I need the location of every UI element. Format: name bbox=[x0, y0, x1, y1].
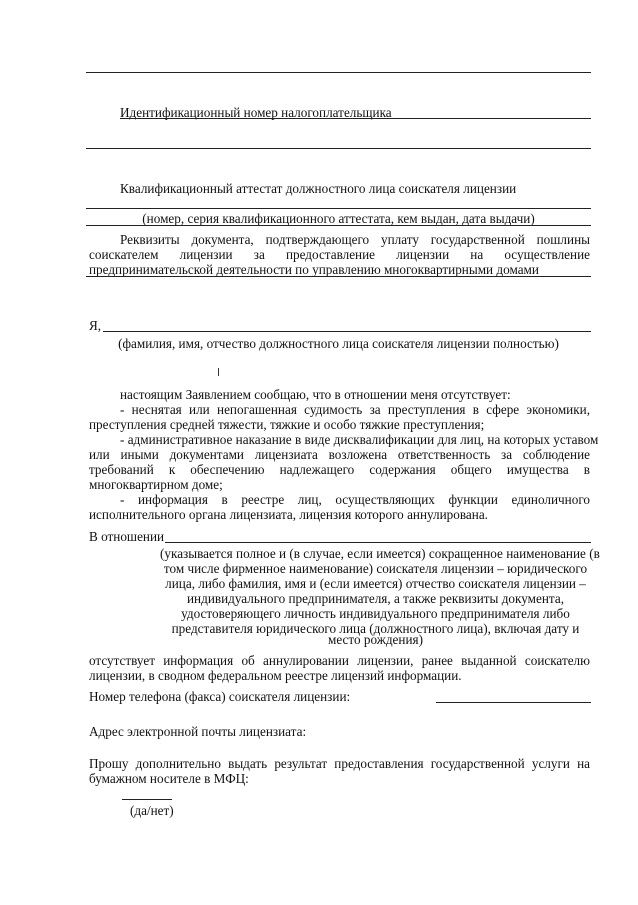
attestat-label: Квалификационный аттестат должностного лица соискателя лицензии bbox=[120, 181, 517, 196]
request-hint: (да/нет) bbox=[130, 803, 174, 818]
payment-line-2: соискателем лицензии за предоставление лицензии на осуществление bbox=[89, 247, 590, 262]
relation-hint-6: представителя юридического лица (должностного лица), включая дату и bbox=[171, 621, 580, 636]
payment-line-1: Реквизиты документа, подтверждающего уплату государственной пошлины bbox=[120, 232, 590, 247]
declaration-intro: настоящим Заявлением сообщаю, что в отношении меня отсутствует: bbox=[120, 387, 511, 402]
phone-label: Номер телефона (факса) соискателя лицензии: bbox=[89, 689, 351, 704]
attestat-field-line[interactable] bbox=[86, 208, 591, 209]
request-line-2: бумажном носителе в МФЦ: bbox=[89, 771, 249, 786]
bullet-2-line-1: - административное наказание в виде дисквалификации для лиц, на которых уставом bbox=[120, 432, 599, 447]
phone-field-line[interactable] bbox=[436, 702, 591, 703]
payment-line-3: предпринимательской деятельности по управлению многоквартирными домами bbox=[89, 262, 539, 277]
bullet-3-line-2: исполнительного органа лицензиата, лицензия которого аннулирована. bbox=[89, 507, 488, 522]
bullet-2-line-2: или иными документами лицензиата возложена ответственность за соблюдение bbox=[89, 447, 590, 462]
bullet-2-line-3: требований к обеспечению надлежащего содержания общего имущества в bbox=[89, 462, 590, 477]
relation-hint-3: лица, либо фамилия, имя и (если имеется) отчество соискателя лицензии – bbox=[165, 576, 586, 591]
email-label: Адрес электронной почты лицензиата: bbox=[89, 724, 307, 739]
inn-label: Идентификационный номер налогоплательщика bbox=[120, 105, 392, 120]
request-line-1: Прошу дополнительно выдать результат предоставления государственной услуги на bbox=[89, 756, 590, 771]
relation-hint-7: место рождения) bbox=[328, 632, 423, 647]
relation-hint-5: удостоверяющего личность индивидуального предпринимателя либо bbox=[181, 606, 570, 621]
relation-absent-line-1: отсутствует информация об аннулировании лицензии, ранее выданной соискателю bbox=[89, 653, 590, 668]
bullet-2-line-4: многоквартирном доме; bbox=[89, 477, 223, 492]
relation-field-line[interactable] bbox=[165, 542, 591, 543]
attestat-hint-underline bbox=[86, 225, 591, 226]
top-rule bbox=[86, 72, 591, 73]
relation-hint-1: (указывается полное и (в случае, если имеется) сокращенное наименование (в bbox=[160, 546, 600, 561]
person-field-line[interactable] bbox=[103, 331, 591, 332]
relation-label: В отношении bbox=[89, 529, 165, 544]
relation-hint-2: том числе фирменное наименование) соискателя лицензии – юридического bbox=[163, 561, 588, 576]
inn-underline bbox=[120, 118, 591, 119]
person-hint: (фамилия, имя, отчество должностного лица соискателя лицензии полностью) bbox=[118, 336, 559, 351]
attestat-hint: (номер, серия квалификационного аттестата, кем выдан, дата выдачи) bbox=[142, 211, 535, 226]
inn-field-line[interactable] bbox=[86, 148, 591, 149]
relation-absent-line-2: лицензии, в сводном федеральном реестре лицензий информации. bbox=[89, 668, 462, 683]
scan-mark bbox=[218, 368, 219, 376]
request-answer-line[interactable] bbox=[122, 799, 172, 800]
payment-underline bbox=[86, 276, 591, 277]
bullet-1-line-2: преступления средней тяжести, тяжкие и особо тяжкие преступления; bbox=[89, 417, 485, 432]
person-prefix: Я, bbox=[89, 318, 102, 333]
bullet-1-line-1: - неснятая или непогашенная судимость за преступления в сфере экономики, bbox=[120, 402, 590, 417]
bullet-3-line-1: - информация в реестре лиц, осуществляющих функции единоличного bbox=[120, 492, 590, 507]
relation-hint-4: индивидуального предпринимателя, а также реквизиты документа, bbox=[187, 591, 564, 606]
